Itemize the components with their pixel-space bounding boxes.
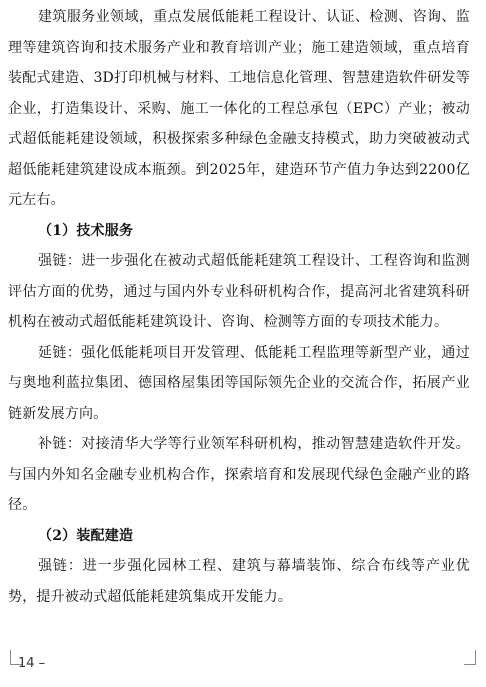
footer-corner-mark-left — [10, 650, 11, 664]
page-footer — [10, 650, 476, 670]
section-heading-technical-services: （1）技术服务 — [38, 222, 134, 239]
document-body — [8, 2, 470, 612]
paragraph-extend-chain-services: 延链：强化低能耗项目开发管理、低能耗工程监理等新型产业，通过与奥地利蓝拉集团、德国格屋集团等国际领先企业的交流合作，拓展产业链新发展方向。 — [8, 344, 470, 422]
footer-corner-rule-right — [464, 664, 476, 665]
paragraph-strengthen-chain-construction: 强链：进一步强化园林工程、建筑与幕墙装饰、综合布线等产业优势，提升被动式超低能耗建筑集成开发能力。 — [8, 558, 470, 605]
section-heading-prefab-construction: （2）装配建造 — [38, 527, 134, 544]
page-number: 14 – — [18, 656, 46, 671]
paragraph-strengthen-chain-services: 强链：进一步强化在被动式超低能耗建筑工程设计、工程咨询和监测评估方面的优势，通过与国内外专业科研机构合作，提高河北省建筑科研机构在被动式超低能耗建筑设计、咨询、检测等方面的专项技术能力。 — [8, 253, 470, 330]
footer-corner-mark-right — [475, 650, 476, 664]
paragraph-industry-fields: 建筑服务业领域，重点发展低能耗工程设计、认证、检测、咨询、监理等建筑咨询和技术服务产业和教育培训产业；施工建造领域，重点培育装配式建造、3D打印机械与材料、工地信息化管理、智慧建造软件研发等企业，打造集设计、采购、施工一体化的工程总承包（EPC）产业；被动式超低能耗建设领域，积极探索多种绿色金融支持模式，助力突破被动式超低能耗建筑建设成本瓶颈。到2025年，建造环节产值力争达到2200亿元左右。 — [8, 9, 470, 208]
paragraph-supplement-chain-services: 补链：对接清华大学等行业领军科研机构，推动智慧建造软件开发。与国内外知名金融专业机构合作，探索培育和发展现代绿色金融产业的路径。 — [8, 436, 470, 513]
